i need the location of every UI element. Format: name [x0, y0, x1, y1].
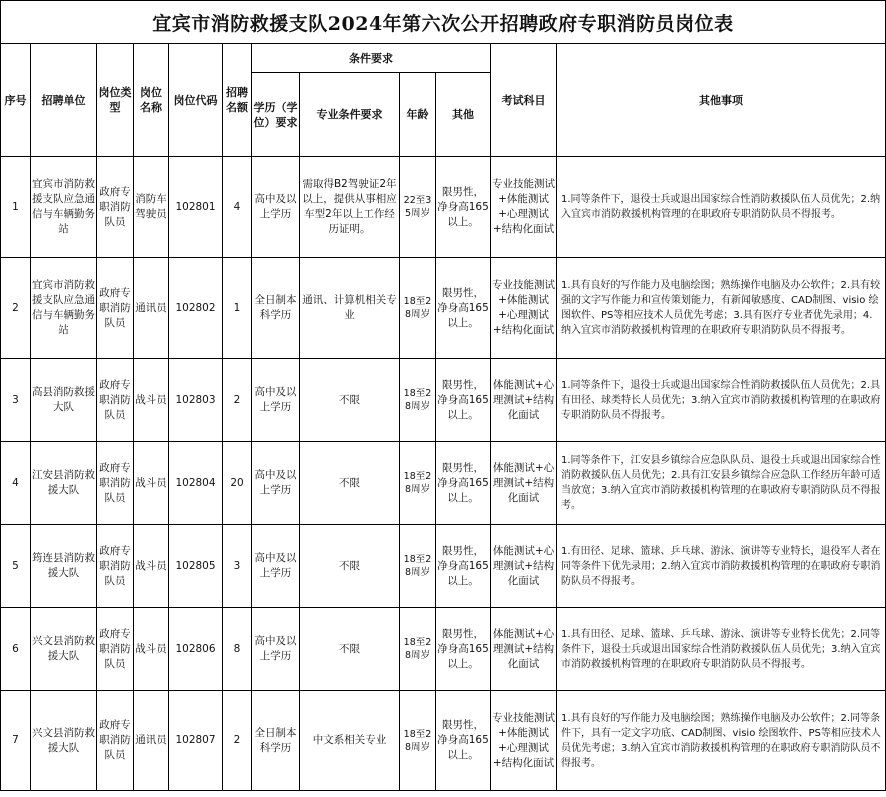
- table-row: [1, 157, 886, 258]
- post-code-cell: 102807: [169, 691, 223, 791]
- header-unit: 招聘单位: [31, 44, 97, 157]
- unit-cell: 宜宾市消防救援支队应急通信与车辆勤务站: [31, 258, 97, 359]
- table-row: [1, 691, 886, 791]
- notes-cell: 1.具有良好的写作能力及电脑绘图；熟练操作电脑及办公软件；2.具有较强的文字写作能力和宣传策划能力，有新闻敏感度、CAD制图、visio 绘图软件、PS等相应技术人员优先考虑；3.具有医疗专业者优先录用；4.纳入宜宾市消防救援机构管理的在职政府专职消防队员不得报考。: [557, 258, 886, 359]
- education-cell: 高中及以上学历: [252, 359, 300, 442]
- post-name-cell: 通讯员: [134, 258, 169, 359]
- exam-cell: 体能测试+心理测试+结构化面试: [491, 359, 557, 442]
- age-cell: 18至28周岁: [400, 359, 436, 442]
- exam-cell: 专业技能测试+体能测试+心理测试+结构化面试: [491, 157, 557, 258]
- major-cell: 不限: [300, 442, 400, 525]
- table-row: [1, 359, 886, 442]
- major-cell: 通讯、计算机相关专业: [300, 258, 400, 359]
- quota-cell: 1: [223, 258, 252, 359]
- post-name-cell: 战斗员: [134, 442, 169, 525]
- post-type-cell: 政府专职消防队员: [97, 258, 134, 359]
- other-cell: 限男性，净身高165以上。: [436, 608, 491, 691]
- major-cell: 中文系相关专业: [300, 691, 400, 791]
- other-cell: 限男性，净身高165以上。: [436, 157, 491, 258]
- seq-cell: 7: [1, 691, 31, 791]
- major-cell: 不限: [300, 359, 400, 442]
- header-conditions: 条件要求: [252, 44, 491, 73]
- post-code-cell: 102804: [169, 442, 223, 525]
- education-cell: 全日制本科学历: [252, 258, 300, 359]
- post-type-cell: 政府专职消防队员: [97, 608, 134, 691]
- post-type-cell: 政府专职消防队员: [97, 157, 134, 258]
- other-cell: 限男性，净身高165以上。: [436, 525, 491, 608]
- quota-cell: 2: [223, 691, 252, 791]
- table-row: [1, 258, 886, 359]
- notes-cell: 1.具有良好的写作能力及电脑绘图；熟练操作电脑及办公软件；2.同等条件下，具有一定文字功底、CAD制图、visio 绘图软件、PS等相应技术人员优先考虑；3.纳入宜宾市消防救援机构管理的在职政府专职消防队员不得报考。: [557, 691, 886, 791]
- header-post-type: 岗位类型: [97, 44, 134, 157]
- post-code-cell: 102806: [169, 608, 223, 691]
- post-type-cell: 政府专职消防队员: [97, 359, 134, 442]
- exam-cell: 体能测试+心理测试+结构化面试: [491, 608, 557, 691]
- header-post-name: 岗位名称: [134, 44, 169, 157]
- table-row: [1, 442, 886, 525]
- header-exam: 考试科目: [491, 44, 557, 157]
- major-cell: 不限: [300, 525, 400, 608]
- education-cell: 高中及以上学历: [252, 525, 300, 608]
- exam-cell: 体能测试+心理测试+结构化面试: [491, 442, 557, 525]
- post-name-cell: 战斗员: [134, 525, 169, 608]
- header-notes: 其他事项: [557, 44, 886, 157]
- post-name-cell: 战斗员: [134, 359, 169, 442]
- unit-cell: 兴文县消防救援大队: [31, 691, 97, 791]
- table-row: [1, 608, 886, 691]
- quota-cell: 2: [223, 359, 252, 442]
- post-code-cell: 102805: [169, 525, 223, 608]
- post-type-cell: 政府专职消防队员: [97, 442, 134, 525]
- header-other: 其他: [436, 73, 491, 157]
- notes-cell: 1.同等条件下，退役士兵或退出国家综合性消防救援队伍人员优先；2.具有田径、球类特长人员优先；3.纳入宜宾市消防救援机构管理的在职政府专职消防队员不得报考。: [557, 359, 886, 442]
- page-title: 宜宾市消防救援支队2024年第六次公开招聘政府专职消防员岗位表: [0, 0, 886, 44]
- education-cell: 全日制本科学历: [252, 691, 300, 791]
- header-quota: 招聘名额: [223, 44, 252, 157]
- unit-cell: 筠连县消防救援大队: [31, 525, 97, 608]
- seq-cell: 1: [1, 157, 31, 258]
- quota-cell: 20: [223, 442, 252, 525]
- seq-cell: 3: [1, 359, 31, 442]
- major-cell: 需取得B2驾驶证2年以上，提供从事相应车型2年以上工作经历证明。: [300, 157, 400, 258]
- unit-cell: 江安县消防救援大队: [31, 442, 97, 525]
- notes-cell: 1.有田径、足球、篮球、乒乓球、游泳、演讲等专业特长，退役军人者在同等条件下优先录用；2.纳入宜宾市消防救援机构管理的在职政府专职消防队员不得报考。: [557, 525, 886, 608]
- other-cell: 限男性，净身高165以上。: [436, 691, 491, 791]
- age-cell: 18至28周岁: [400, 258, 436, 359]
- header-post-code: 岗位代码: [169, 44, 223, 157]
- post-type-cell: 政府专职消防队员: [97, 691, 134, 791]
- notes-cell: 1.同等条件下，江安县乡镇综合应急队队员、退役士兵或退出国家综合性消防救援队伍人员优先；2.具有江安县乡镇综合应急队工作经历年龄可适当放宽；3.纳入宜宾市消防救援机构管理的在职政府专职消防队员不得报考。: [557, 442, 886, 525]
- quota-cell: 8: [223, 608, 252, 691]
- header-education: 学历（学位）要求: [252, 73, 300, 157]
- age-cell: 18至28周岁: [400, 525, 436, 608]
- recruitment-table: [0, 43, 886, 791]
- exam-cell: 体能测试+心理测试+结构化面试: [491, 525, 557, 608]
- header-major: 专业条件要求: [300, 73, 400, 157]
- header-age: 年龄: [400, 73, 436, 157]
- post-type-cell: 政府专职消防队员: [97, 525, 134, 608]
- education-cell: 高中及以上学历: [252, 157, 300, 258]
- table-row: [1, 525, 886, 608]
- other-cell: 限男性，净身高165以上。: [436, 359, 491, 442]
- unit-cell: 兴文县消防救援大队: [31, 608, 97, 691]
- seq-cell: 4: [1, 442, 31, 525]
- age-cell: 22至35周岁: [400, 157, 436, 258]
- post-name-cell: 通讯员: [134, 691, 169, 791]
- age-cell: 18至28周岁: [400, 608, 436, 691]
- seq-cell: 6: [1, 608, 31, 691]
- post-code-cell: 102803: [169, 359, 223, 442]
- header-seq: 序号: [1, 44, 31, 157]
- other-cell: 限男性，净身高165以上。: [436, 442, 491, 525]
- quota-cell: 3: [223, 525, 252, 608]
- unit-cell: 高县消防救援大队: [31, 359, 97, 442]
- post-code-cell: 102801: [169, 157, 223, 258]
- exam-cell: 专业技能测试+体能测试+心理测试+结构化面试: [491, 691, 557, 791]
- other-cell: 限男性，净身高165以上。: [436, 258, 491, 359]
- education-cell: 高中及以上学历: [252, 442, 300, 525]
- seq-cell: 2: [1, 258, 31, 359]
- education-cell: 高中及以上学历: [252, 608, 300, 691]
- major-cell: 不限: [300, 608, 400, 691]
- post-name-cell: 战斗员: [134, 608, 169, 691]
- age-cell: 18至28周岁: [400, 691, 436, 791]
- notes-cell: 1.具有田径、足球、篮球、乒乓球、游泳、演讲等专业特长优先；2.同等条件下，退役士兵或退出国家综合性消防救援队伍人员优先；3.纳入宜宾市消防救援机构管理的在职政府专职消防队员不得报考。: [557, 608, 886, 691]
- notes-cell: 1.同等条件下，退役士兵或退出国家综合性消防救援队伍人员优先；2.纳入宜宾市消防救援机构管理的在职政府专职消防队员不得报考。: [557, 157, 886, 258]
- unit-cell: 宜宾市消防救援支队应急通信与车辆勤务站: [31, 157, 97, 258]
- post-code-cell: 102802: [169, 258, 223, 359]
- age-cell: 18至28周岁: [400, 442, 436, 525]
- exam-cell: 专业技能测试+体能测试+心理测试+结构化面试: [491, 258, 557, 359]
- seq-cell: 5: [1, 525, 31, 608]
- quota-cell: 4: [223, 157, 252, 258]
- post-name-cell: 消防车驾驶员: [134, 157, 169, 258]
